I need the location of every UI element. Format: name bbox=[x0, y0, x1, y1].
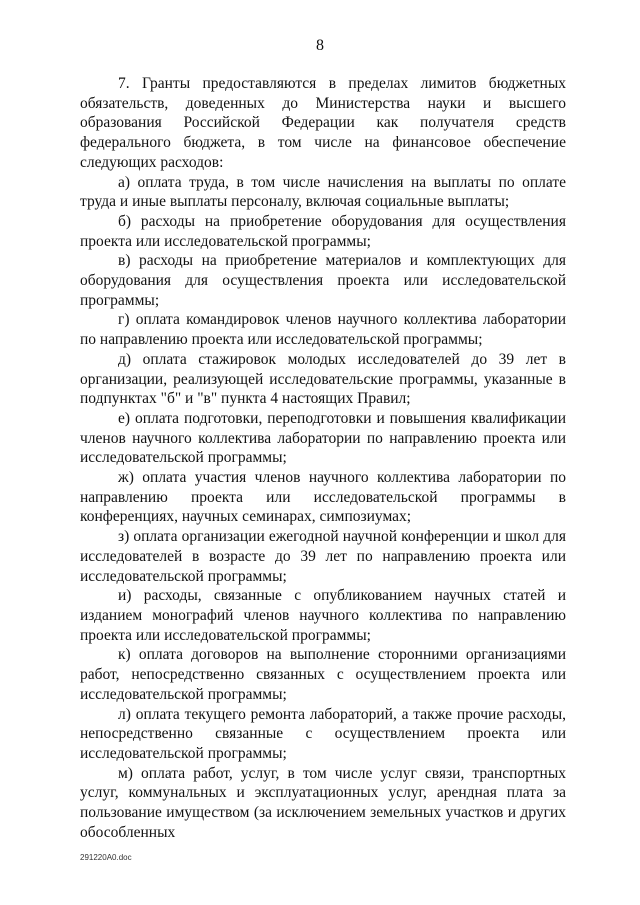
list-item-i: и) расходы, связанные с опубликованием научных статей и изданием монографий членов научного коллектива по направлению проекта или исследовательской программы; bbox=[80, 587, 566, 644]
document-file-code: 291220A0.doc bbox=[80, 853, 132, 862]
list-item-m: м) оплата работ, услуг, в том числе услуг связи, транспортных услуг, коммунальных и эксплуатационных услуг, арендная плата за пользование имуществом (за исключением земельных участков и других обособленных bbox=[80, 764, 566, 841]
list-item-b: б) расходы на приобретение оборудования для осуществления проекта или исследовательской программы; bbox=[80, 212, 566, 250]
list-item-a: а) оплата труда, в том числе начисления на выплаты по оплате труда и иные выплаты персоналу, включая социальные выплаты; bbox=[80, 173, 566, 211]
list-item-v: в) расходы на приобретение материалов и комплектующих для оборудования для осуществления проекта или исследовательской программы; bbox=[80, 252, 566, 309]
document-body bbox=[80, 74, 566, 842]
list-item-g: г) оплата командировок членов научного коллектива лаборатории по направлению проекта или исследовательской программы; bbox=[80, 311, 566, 349]
list-item-d: д) оплата стажировок молодых исследователей до 39 лет в организации, реализующей исследовательские программы, указанные в подпунктах "б" и "в" пункта 4 настоящих Правил; bbox=[80, 350, 566, 408]
list-item-k: к) оплата договоров на выполнение сторонними организациями работ, непосредственно связанных с осуществлением проекта или исследовательской программы; bbox=[80, 646, 566, 703]
page-number: 8 bbox=[316, 37, 324, 54]
list-item-l: л) оплата текущего ремонта лабораторий, а также прочие расходы, непосредственно связанные с осуществлением проекта или исследовательской программы; bbox=[80, 705, 566, 762]
list-item-z: з) оплата организации ежегодной научной конференции и школ для исследователей в возрасте до 39 лет по направлению проекта или исследовательской программы; bbox=[80, 528, 566, 585]
paragraph-7-grants: 7. Гранты предоставляются в пределах лимитов бюджетных обязательств, доведенных до Министерства науки и высшего образования Российской Федерации как получателя средств федерального бюджета, в том числе на финансовое обеспечение следующих расходов: bbox=[80, 75, 566, 171]
list-item-e: е) оплата подготовки, переподготовки и повышения квалификации членов научного коллектива лаборатории по направлению проекта или исследовательской программы; bbox=[80, 409, 566, 467]
list-item-zh: ж) оплата участия членов научного коллектива лаборатории по направлению проекта или исследовательской программы в конференциях, научных семинарах, симпозиумах; bbox=[80, 469, 566, 526]
